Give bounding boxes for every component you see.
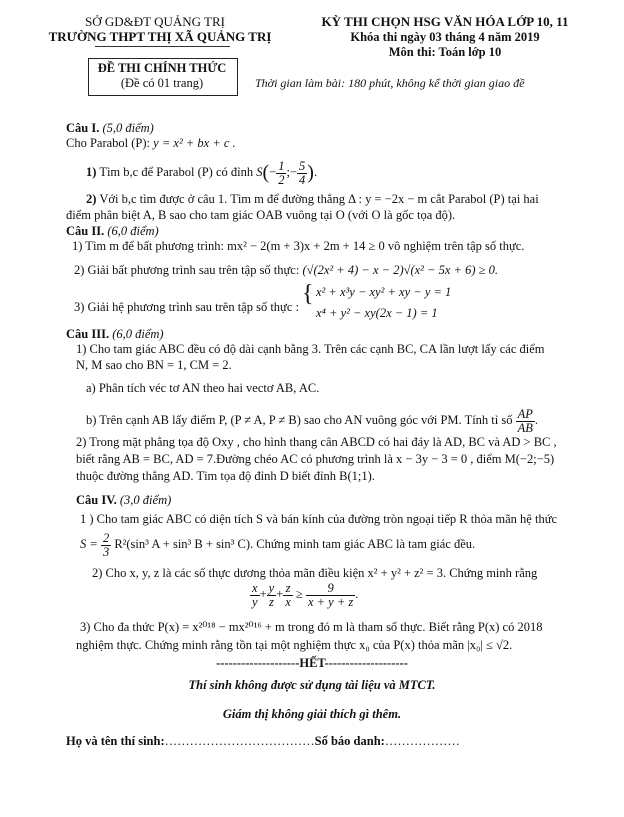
q1-part2-line2: điểm phân biệt A, B sao cho tam giác OAB vuông tại O (với O là gốc tọa độ). — [66, 208, 456, 222]
q1-part2-num: 2) — [86, 192, 97, 206]
q3-part1a: a) Phân tích véc tơ AN theo hai vectơ AB, AC. — [86, 381, 320, 395]
q3-part2-line3: thuộc đường thẳng AD. Tìm tọa độ đỉnh D biết đỉnh B(1;1). — [76, 469, 375, 483]
q3-ratio-num: AP — [517, 407, 533, 421]
q4-f3 — [283, 582, 293, 608]
q4-f2 — [267, 582, 277, 608]
q3-part2-line1: 2) Trong mặt phẳng tọa độ Oxy , cho hình thang cân ABCD có hai đáy là AD, BC và AD > BC , — [76, 435, 557, 449]
q4-heading — [76, 493, 171, 508]
candidate-name-dots: ……………………………… — [164, 734, 315, 748]
q4-f3-num: z — [283, 582, 293, 596]
q1-title: Câu I. — [66, 121, 100, 135]
q2-part2-eq: (√(2x² + 4) − x − 2)√(x² − 5x + 6) ≥ 0. — [302, 263, 498, 277]
q4-f4-num: 9 — [306, 582, 355, 596]
q4-f1 — [250, 582, 260, 608]
q1-part1-num: 1) — [86, 164, 97, 179]
q4-points: (3,0 điểm) — [119, 493, 172, 507]
q4-title: Câu IV. — [76, 493, 117, 507]
q1-vertex-frac2 — [297, 160, 307, 186]
candidate-name-label: Họ và tên thí sinh: — [66, 734, 165, 748]
school-name: TRƯỜNG THPT THỊ XÃ QUẢNG TRỊ — [48, 29, 272, 44]
q3-part1b-text: b) Trên cạnh AB lấy điểm P, (P ≠ A, P ≠ B) sao cho AN vuông góc với PM. Tính tỉ số — [86, 412, 513, 427]
q1-frac1-num: 1 — [278, 159, 285, 173]
q1-vertex-close-paren: ) — [307, 161, 314, 184]
q4-eq-frac-num: 2 — [102, 531, 110, 545]
q4-f1-den: y — [252, 594, 258, 609]
q1-vertex-sep: ;− — [286, 164, 298, 179]
q1-part1-text: Tìm b,c để Parabol (P) có đỉnh — [99, 164, 254, 179]
q4-inequality: $\frac{x}{y}$ + $\frac{y}{z}$ + $\frac{z}{x}$ ≥ $\frac{9}{x + y + z}$ . — [252, 581, 359, 609]
q2-part2 — [74, 263, 498, 278]
q2-system-eq1: x² + x³y − xy² + xy − y = 1 — [316, 285, 452, 299]
exam-duration: Thời gian làm bài: 180 phút, không kể thời gian giao đề — [255, 76, 525, 90]
q2-system-brace: { — [302, 281, 314, 307]
q2-title: Câu II. — [66, 224, 105, 238]
q1-frac2-num: 5 — [299, 159, 306, 173]
q4-eq-frac — [101, 532, 111, 558]
q1-intro — [66, 136, 236, 151]
q4-eq-left: S = — [80, 536, 98, 551]
q3-points: (6,0 điểm) — [112, 327, 164, 341]
q1-vertex-frac1 — [276, 160, 286, 186]
q3-part1-line2: N, M sao cho BN = 1, CM = 2. — [76, 358, 232, 372]
q2-heading — [66, 224, 159, 239]
q4-f4 — [306, 582, 355, 608]
q4-eq-right: R²(sin³ A + sin³ B + sin³ C). Chứng minh tam giác ABC là tam giác đều. — [114, 536, 476, 551]
official-label: ĐỀ THI CHÍNH THỨC — [97, 61, 227, 75]
exam-date: Khóa thi ngày 03 tháng 4 năm 2019 — [350, 30, 540, 44]
q3-part1-line1: 1) Cho tam giác ABC đều có độ dài cạnh bằng 3. Trên các cạnh BC, CA lần lượt lấy các điểm — [76, 342, 545, 356]
q3-ratio-den: AB — [517, 420, 533, 435]
q2-system-eq2: x⁴ + y² − xy(2x − 1) = 1 — [316, 306, 438, 320]
q2-points: (6,0 điểm) — [107, 224, 159, 238]
q4-part1-line1: 1 ) Cho tam giác ABC có diện tích S và bán kính của đường tròn ngoại tiếp R thỏa mãn hệ thức — [80, 512, 558, 526]
q3-title: Câu III. — [66, 327, 110, 341]
q3-part1b: b) Trên cạnh AB lấy điểm P, (P ≠ A, P ≠ B) sao cho AN vuông góc với PM. Tính tỉ số $\frac{AP}{AB}$ . — [86, 407, 539, 435]
exam-title: KỲ THI CHỌN HSG VĂN HÓA LỚP 10, 11 — [321, 14, 569, 29]
q4-eq-frac-den: 3 — [102, 544, 110, 559]
q3-ratio-frac — [516, 408, 535, 434]
q4-f2-den: z — [268, 594, 274, 609]
q1-points: (5,0 điểm) — [102, 121, 154, 135]
q4-part2-text: 2) Cho x, y, z là các số thực dương thỏa mãn điều kiện x² + y² + z² = 3. Chứng minh rằng — [92, 566, 538, 580]
department-name: SỞ GD&ĐT QUẢNG TRỊ — [85, 14, 225, 29]
end-marker: --------------------HẾT-------------------- — [216, 656, 408, 670]
note-proctor: Giám thị không giải thích gì thêm. — [222, 707, 402, 721]
candidate-id-label: Số báo danh: — [314, 734, 385, 748]
q1-vertex-minus: − — [269, 164, 277, 179]
q1-heading — [66, 121, 154, 136]
q2-part3-text: 3) Giải hệ phương trình sau trên tập số thực : — [74, 300, 299, 314]
q1-vertex-symbol: S — [256, 164, 263, 179]
q4-f1-num: x — [252, 581, 258, 595]
page-count: (Đề có 01 trang) — [120, 76, 204, 90]
q2-part1: 1) Tìm m để bất phương trình: mx² − 2(m + 3)x + 2m + 14 ≥ 0 vô nghiệm trên tập số thực. — [72, 239, 525, 253]
q4-f4-den: x + y + z — [307, 594, 354, 609]
candidate-info — [66, 734, 460, 749]
q1-intro-text: Cho Parabol (P): — [66, 136, 151, 150]
q2-part2-text: 2) Giải bất phương trình sau trên tập số thực: — [74, 263, 300, 277]
exam-subject: Môn thi: Toán lớp 10 — [388, 45, 502, 59]
q4-f3-den: x — [285, 594, 291, 609]
q1-vertex-open-paren: ( — [262, 161, 270, 184]
q3-part2-line2: biết rằng AB = BC, AD = 7.Đường chéo AC có phương trình là x − 3y − 3 = 0 , điểm M(−2;−5) — [76, 452, 555, 466]
q4-part3-line2: nghiệm thực. Chứng minh rằng tồn tại một nghiệm thực x₀ của P(x) thỏa mãn |x₀| ≤ √2. — [76, 638, 513, 652]
candidate-id-dots: ……………… — [384, 734, 460, 748]
q4-part1-line2 — [80, 532, 475, 558]
q4-part3-line1: 3) Cho đa thức P(x) = x²⁰¹⁸ − mx²⁰¹⁶ + m trong đó m là tham số thực. Biết rằng P(x) có 2018 — [80, 620, 543, 634]
q1-intro-eq: y = x² + bx + c . — [153, 136, 236, 150]
q1-frac2-den: 4 — [299, 172, 306, 187]
q4-f2-num: y — [268, 581, 275, 595]
q1-part2-text: Với b,c tìm được ở câu 1. Tìm m để đường thẳng Δ : y = −2x − m cắt Parabol (P) tại hai — [99, 192, 539, 206]
q1-part2-line1 — [86, 192, 539, 207]
q1-frac1-den: 2 — [278, 172, 285, 187]
q1-part1: 1) Tìm b,c để Parabol (P) có đỉnh S(− $\frac{1}{2}$ ;− $\frac{5}{4}$ ). — [86, 159, 318, 187]
header-divider — [95, 46, 230, 47]
q3-heading — [66, 327, 164, 342]
note-materials: Thí sinh không được sử dụng tài liệu và MTCT. — [188, 678, 436, 692]
